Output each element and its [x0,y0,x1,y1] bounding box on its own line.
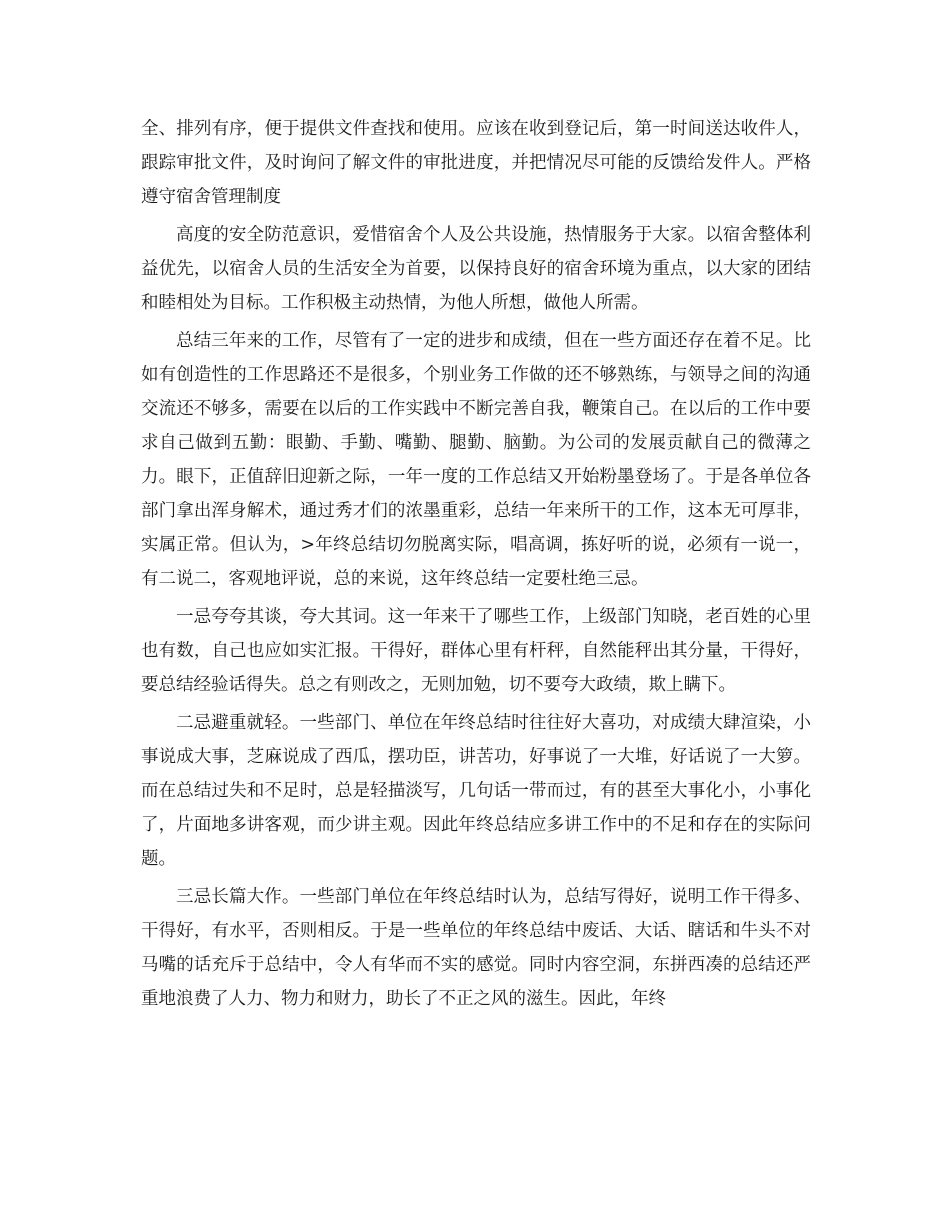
paragraph-5: 二忌避重就轻。一些部门、单位在年终总结时往往好大喜功，对成绩大肆渲染，小事说成大事，芝麻说成了西瓜，摆功臣，讲苦功，好事说了一大堆，好话说了一大箩。而在总结过失和不足时，总是轻描淡写，几句话一带而过，有的甚至大事化小，小事化了，片面地多讲客观，而少讲主观。因此年终总结应多讲工作中的不足和存在的实际问题。 [141,713,811,869]
document-body [141,112,811,1020]
paragraph-6: 三忌长篇大作。一些部门单位在年终总结时认为，总结写得好，说明工作干得多、干得好，有水平，否则相反。于是一些单位的年终总结中废话、大话、瞎话和牛头不对马嘴的话充斥于总结中，令人有华而不实的感觉。同时内容空洞，东拼西凑的总结还严重地浪费了人力、物力和财力，助长了不正之风的滋生。因此，年终 [141,887,811,1009]
paragraph-1: 全、排列有序，便于提供文件查找和使用。应该在收到登记后，第一时间送达收件人，跟踪审批文件，及时询问了解文件的审批进度，并把情况尽可能的反馈给发件人。严格遵守宿舍管理制度 [141,119,811,207]
paragraph-3: 总结三年来的工作，尽管有了一定的进步和成绩，但在一些方面还存在着不足。比如有创造性的工作思路还不是很多，个别业务工作做的还不够熟练，与领导之间的沟通交流还不够多，需要在以后的工作实践中不断完善自我，鞭策自己。在以后的工作中要求自己做到五勤：眼勤、手勤、嘴勤、腿勤、脑勤。为公司的发展贡献自己的微薄之力。眼下，正值辞旧迎新之际，一年一度的工作总结又开始粉墨登场了。于是各单位各部门拿出浑身解术，通过秀才们的浓墨重彩，总结一年来所干的工作，这本无可厚非，实属正常。但认为，>年终总结切勿脱离实际，唱高调，拣好听的说，必须有一说一，有二说二，客观地评说，总的来说，这年终总结一定要杜绝三忌。 [141,331,811,589]
paragraph-2: 高度的安全防范意识，爱惜宿舍个人及公共设施，热情服务于大家。以宿舍整体利益优先，以宿舍人员的生活安全为首要，以保持良好的宿舍环境为重点，以大家的团结和睦相处为目标。工作积极主动热情，为他人所想，做他人所需。 [141,225,811,313]
paragraph-4: 一忌夸夸其谈，夸大其词。这一年来干了哪些工作，上级部门知晓，老百姓的心里也有数，自己也应如实汇报。干得好，群体心里有杆秤，自然能秤出其分量，干得好，要总结经验话得失。总之有则改之，无则加勉，切不要夸大政绩，欺上瞒下。 [141,607,811,695]
